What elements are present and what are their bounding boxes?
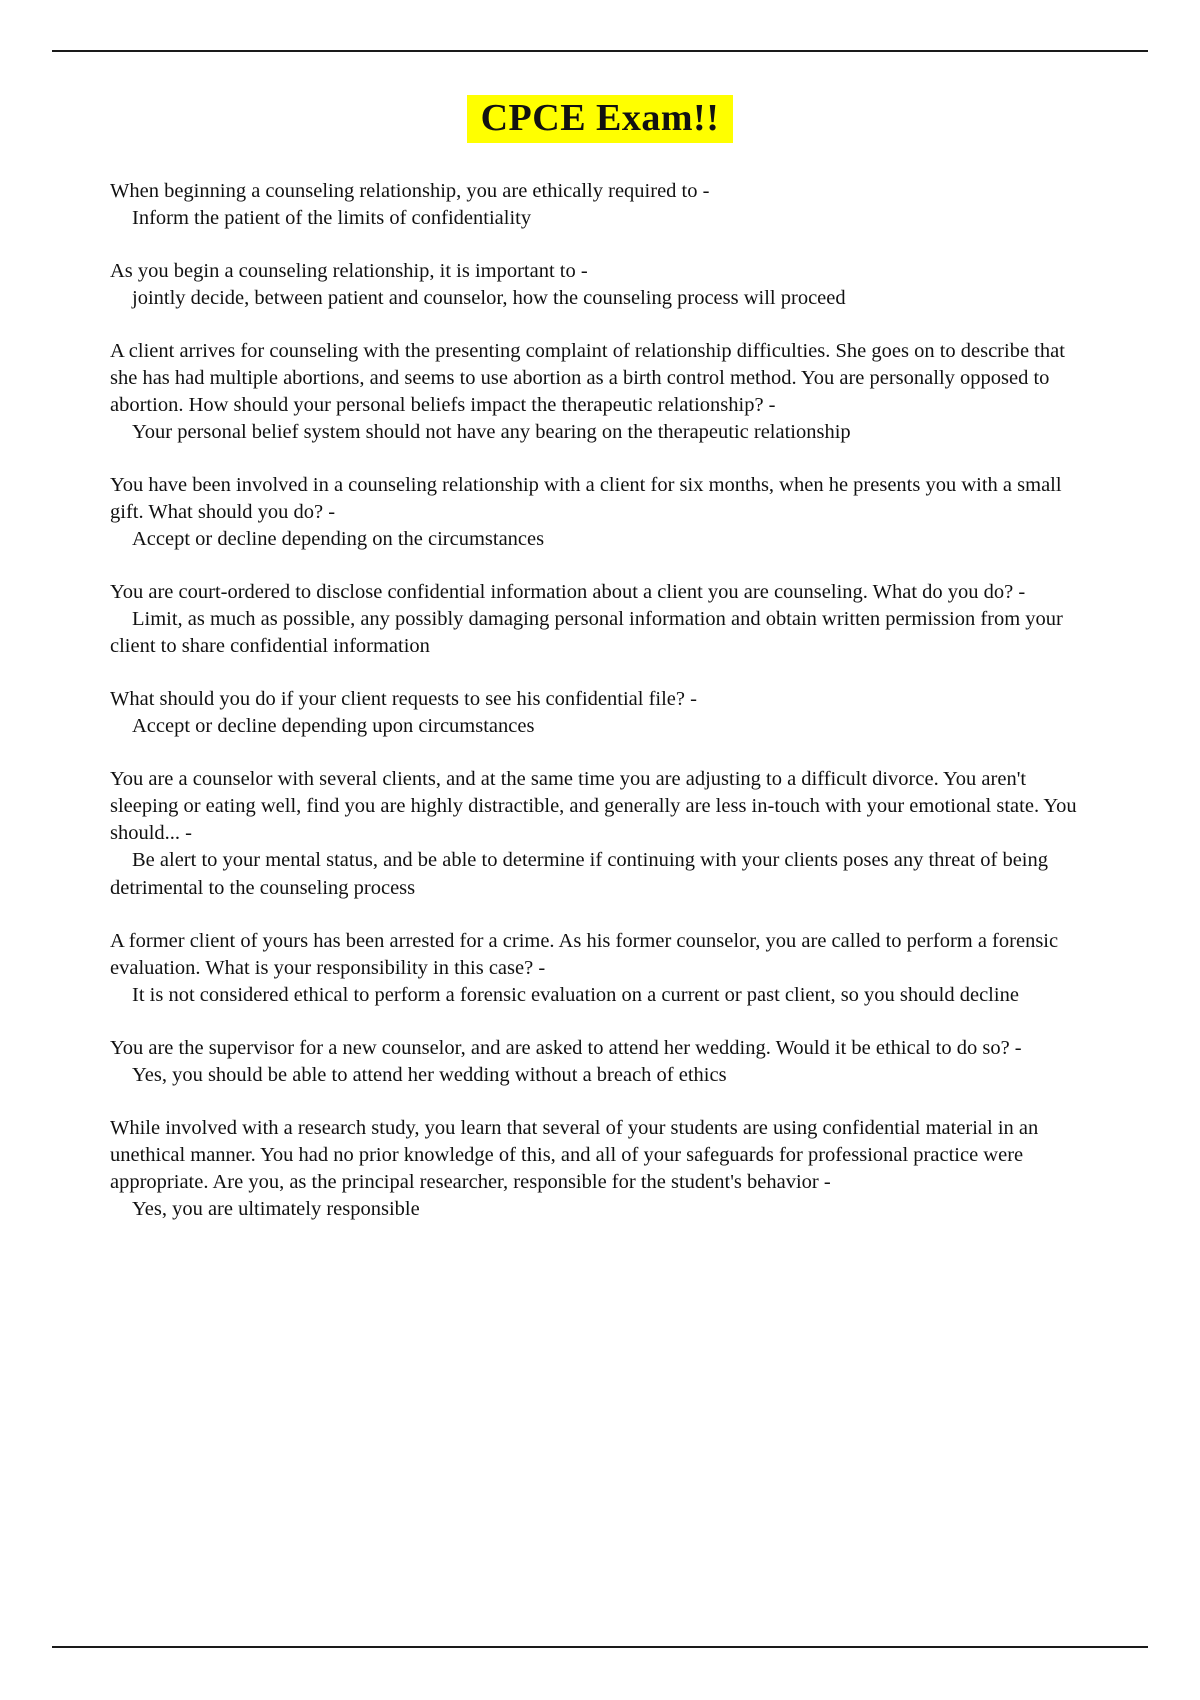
qa-item [110, 579, 1090, 660]
answer-text: Your personal belief system should not have any bearing on the therapeutic relationship [132, 420, 851, 443]
question-text: While involved with a research study, you learn that several of your students are using confidential material in an unethical manner. You had no prior knowledge of this, and all of your safeguards for professional practice were appropriate. Are you, as the principal researcher, responsible for the student's behavior - [110, 1116, 1039, 1193]
qa-item [110, 1115, 1090, 1223]
answer-text: Yes, you should be able to attend her wedding without a breach of ethics [132, 1063, 727, 1086]
page-title [52, 96, 1148, 142]
footer-divider [52, 1646, 1148, 1648]
answer-text: Inform the patient of the limits of confidentiality [132, 206, 532, 229]
qa-item [110, 472, 1090, 553]
question-text: You have been involved in a counseling relationship with a client for six months, when he presents you with a small gift. What should you do? - [110, 473, 1062, 524]
document-content [52, 96, 1148, 1249]
answer-text: Be alert to your mental status, and be able to determine if continuing with your clients poses any threat of being detrimental to the counseling process [110, 849, 1048, 899]
question-text: A client arrives for counseling with the presenting complaint of relationship difficulties. She goes on to describe that she has had multiple abortions, and seems to use abortion as a birth control method. You are personally opposed to abortion. How should your personal beliefs impact the therapeutic relationship? - [110, 339, 1065, 416]
qa-item [110, 338, 1090, 446]
header-divider [52, 50, 1148, 52]
answer-text: Limit, as much as possible, any possibly damaging personal information and obtain written permission from your client to share confidential information [110, 608, 1063, 658]
page-title-highlight: CPCE Exam!! [467, 95, 734, 143]
question-text: You are a counselor with several clients, and at the same time you are adjusting to a difficult divorce. You aren't sleeping or eating well, find you are highly distractible, and generally are less in-touch with your emotional state. You should... - [110, 768, 1077, 845]
answer-text: Yes, you are ultimately responsible [132, 1197, 420, 1220]
qa-item [110, 686, 1090, 740]
answer-text: Accept or decline depending upon circumstances [132, 715, 535, 738]
question-text: You are the supervisor for a new counselor, and are asked to attend her wedding. Would it be ethical to do so? - [110, 1036, 1022, 1059]
answer-text: It is not considered ethical to perform a forensic evaluation on a current or past client, so you should decline [132, 983, 1019, 1006]
question-text: What should you do if your client requests to see his confidential file? - [110, 688, 697, 711]
question-text: You are court-ordered to disclose confidential information about a client you are counseling. What do you do? - [110, 581, 1026, 604]
question-text: When beginning a counseling relationship, you are ethically required to - [110, 179, 710, 202]
answer-text: jointly decide, between patient and counselor, how the counseling process will proceed [132, 286, 846, 309]
qa-item [110, 1035, 1090, 1089]
qa-item [110, 766, 1090, 901]
qa-item [110, 178, 1090, 232]
question-text: A former client of yours has been arrested for a crime. As his former counselor, you are called to perform a forensic evaluation. What is your responsibility in this case? - [110, 929, 1059, 979]
qa-list [52, 178, 1148, 1223]
question-text: As you begin a counseling relationship, it is important to - [110, 259, 588, 282]
qa-item [110, 258, 1090, 312]
answer-text: Accept or decline depending on the circumstances [132, 528, 545, 551]
qa-item [110, 928, 1090, 1009]
